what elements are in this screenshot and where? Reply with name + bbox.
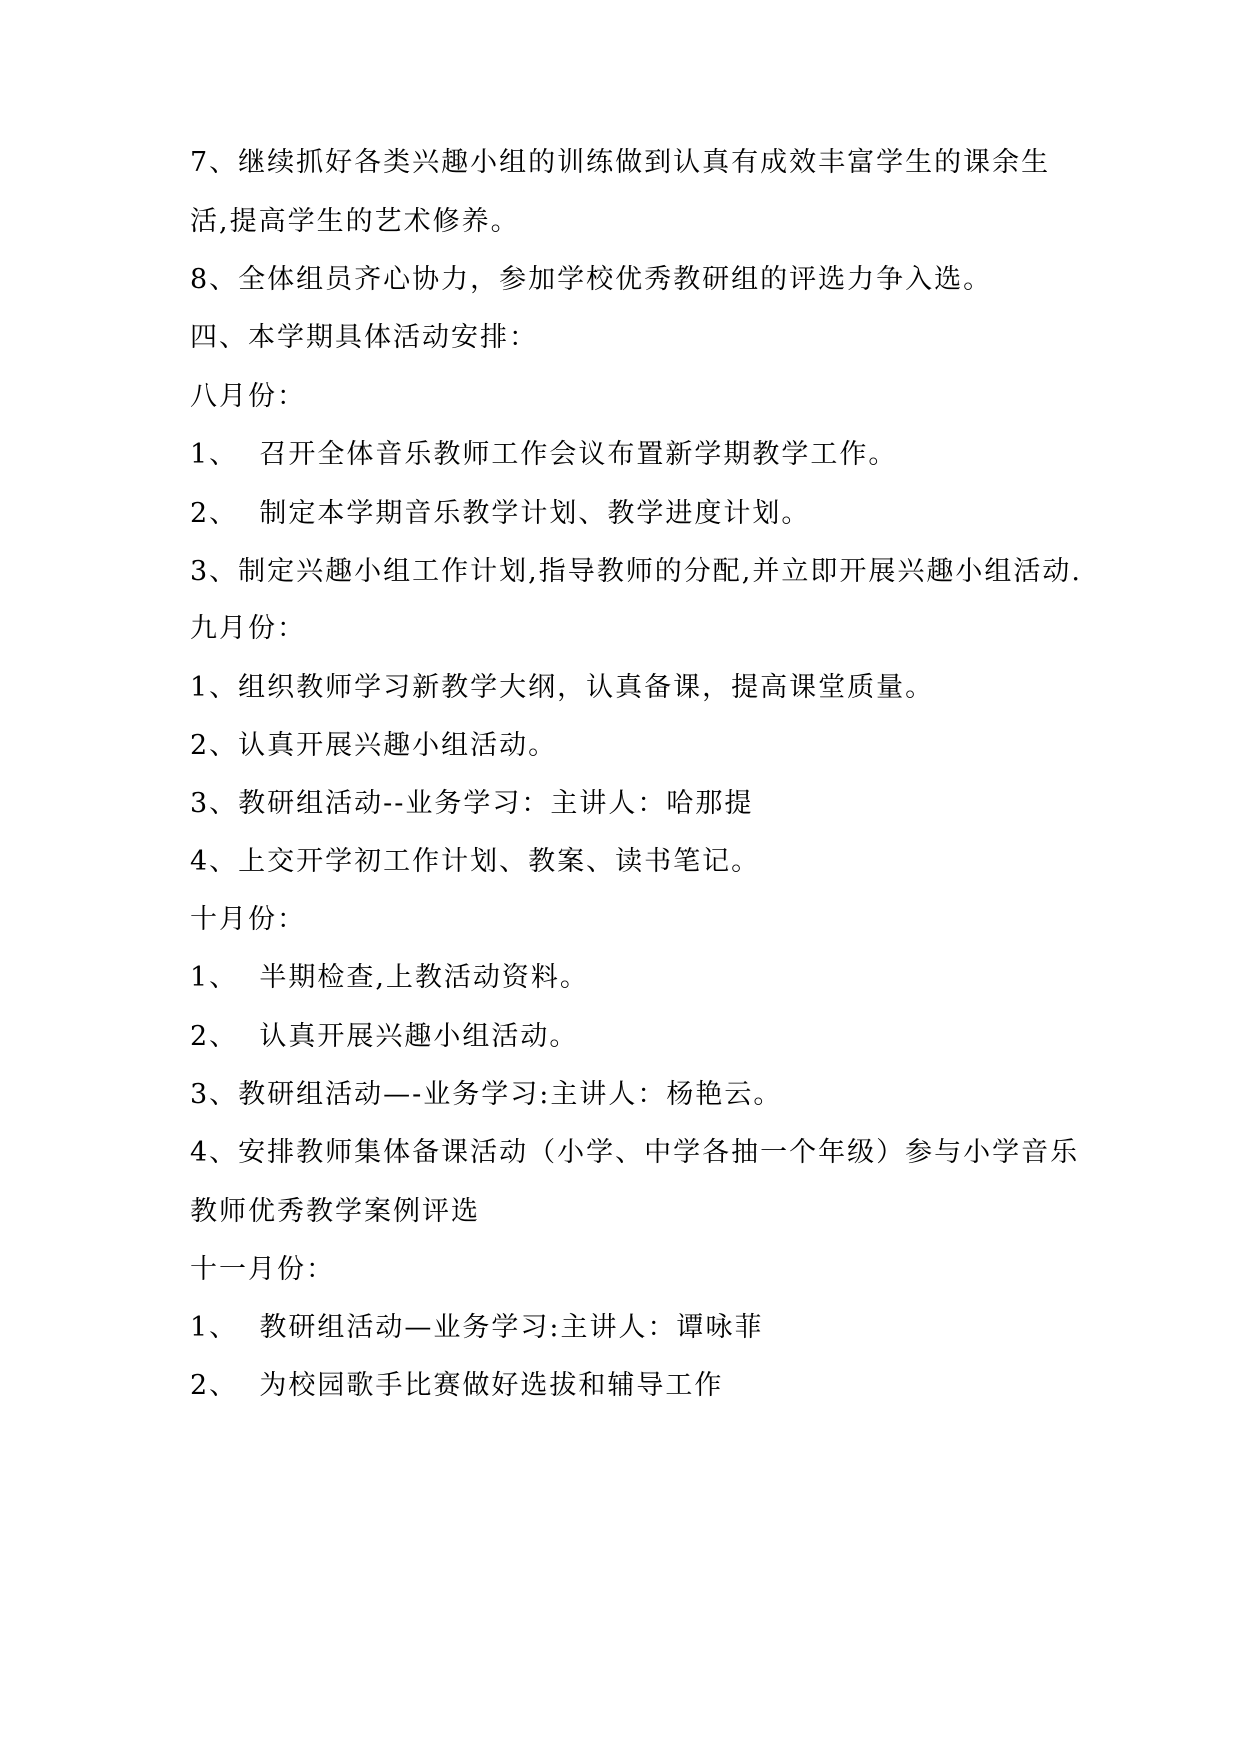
text-line: 1、 教研组活动—业务学习:主讲人：谭咏菲 bbox=[190, 1312, 764, 1343]
text-line: 8、全体组员齐心协力，参加学校优秀教研组的评选力争入选。 bbox=[190, 264, 993, 295]
text-line: 活,提高学生的艺术修养。 bbox=[190, 206, 520, 237]
text-line: 3、制定兴趣小组工作计划,指导教师的分配,并立即开展兴趣小组活动. bbox=[190, 556, 1082, 587]
text-line: 3、教研组活动--业务学习：主讲人：哈那提 bbox=[190, 788, 754, 819]
text-line: 2、 认真开展兴趣小组活动。 bbox=[190, 1021, 579, 1052]
month-heading: 八月份： bbox=[190, 381, 306, 412]
text-line: 2、 制定本学期音乐教学计划、教学进度计划。 bbox=[190, 498, 811, 529]
month-heading: 九月份： bbox=[190, 613, 306, 644]
text-line: 3、教研组活动—-业务学习:主讲人：杨艳云。 bbox=[190, 1079, 783, 1110]
text-line: 1、 召开全体音乐教师工作会议布置新学期教学工作。 bbox=[190, 439, 898, 470]
text-line: 2、认真开展兴趣小组活动。 bbox=[190, 730, 558, 761]
text-line: 7、继续抓好各类兴趣小组的训练做到认真有成效丰富学生的课余生 bbox=[190, 147, 1051, 178]
month-heading: 十一月份： bbox=[190, 1254, 335, 1285]
text-line: 2、 为校园歌手比赛做好选拔和辅导工作 bbox=[190, 1370, 724, 1401]
text-line: 1、 半期检查,上教活动资料。 bbox=[190, 962, 589, 993]
month-heading: 十月份： bbox=[190, 904, 306, 935]
section-heading: 四、本学期具体活动安排： bbox=[190, 322, 538, 353]
text-line: 教师优秀教学案例评选 bbox=[190, 1196, 480, 1227]
text-line: 4、安排教师集体备课活动（小学、中学各抽一个年级）参与小学音乐 bbox=[190, 1137, 1080, 1168]
text-line: 1、组织教师学习新教学大纲，认真备课，提高课堂质量。 bbox=[190, 672, 935, 703]
text-line: 4、上交开学初工作计划、教案、读书笔记。 bbox=[190, 846, 761, 877]
